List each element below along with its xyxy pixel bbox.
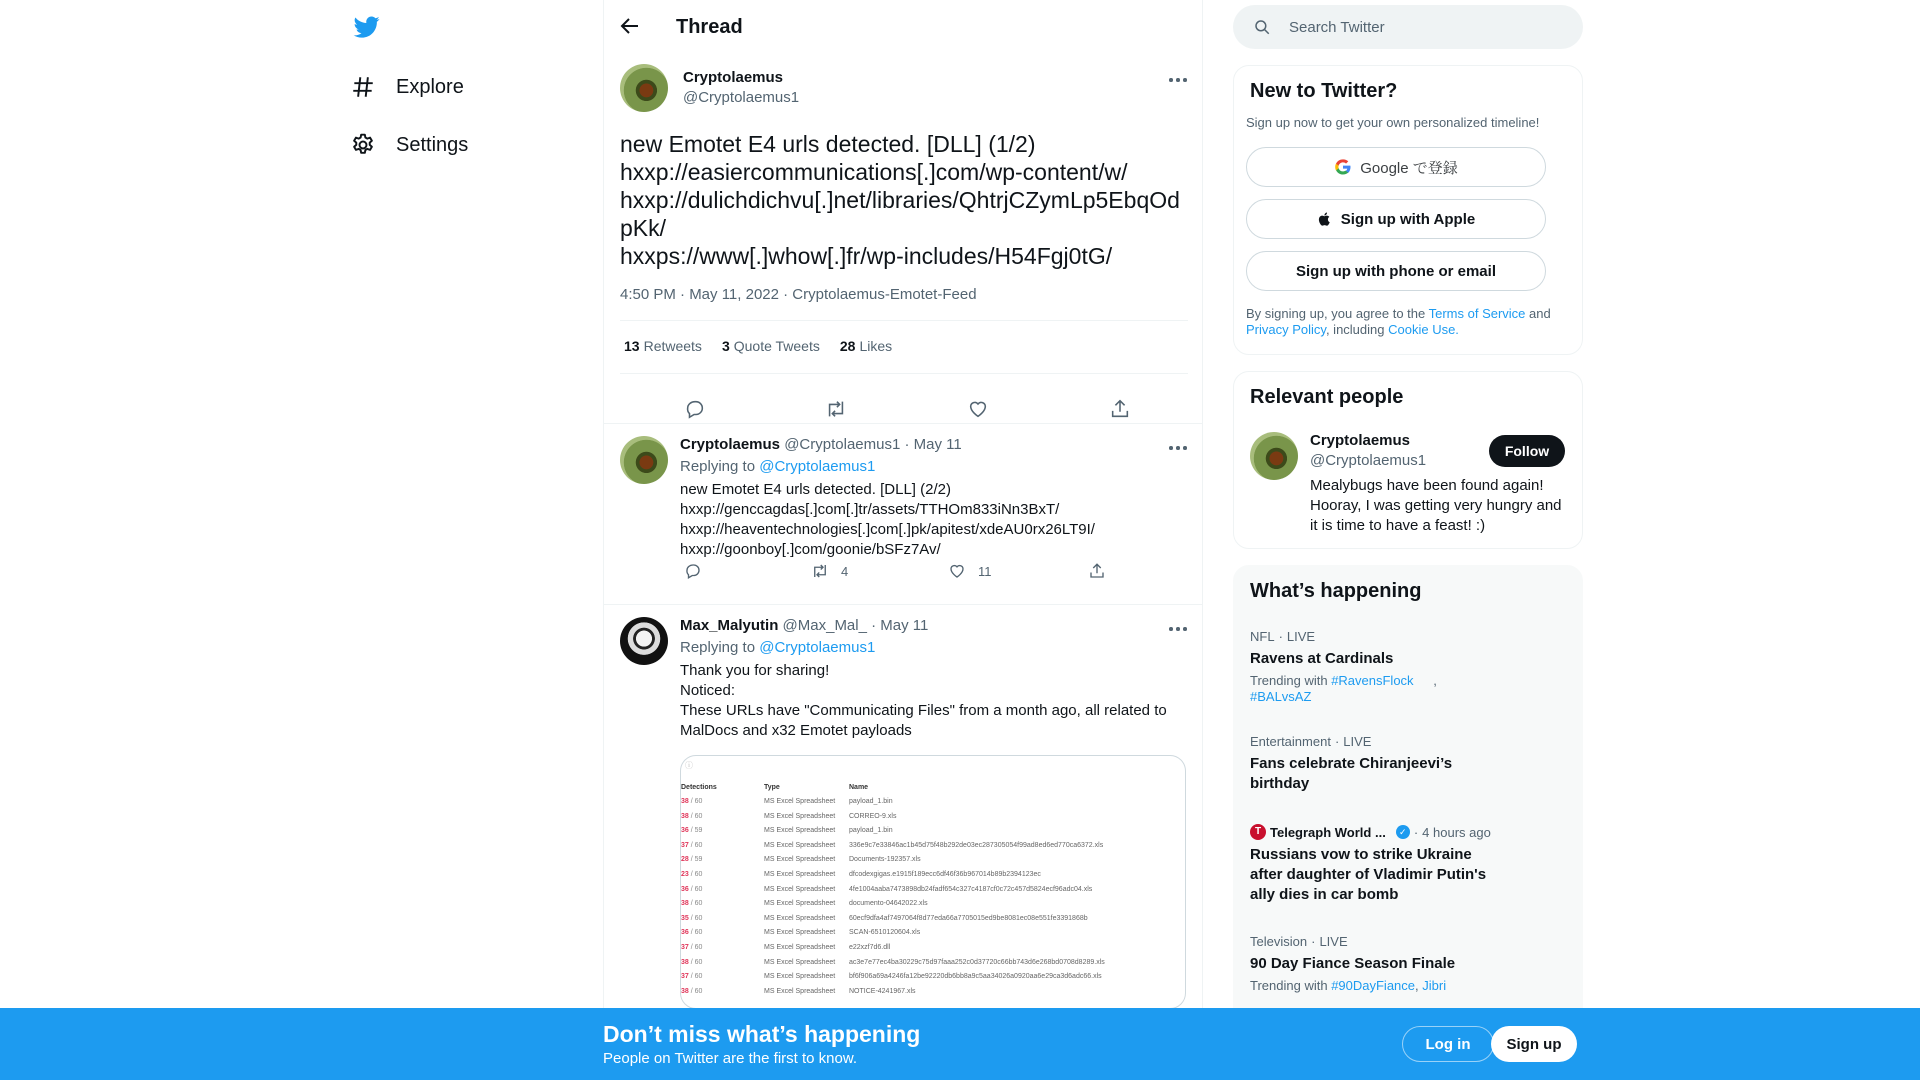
back-arrow-icon[interactable] bbox=[618, 14, 642, 38]
hashtag-icon bbox=[350, 74, 376, 100]
apple-signup-label: Sign up with Apple bbox=[1340, 210, 1476, 228]
table-row bbox=[681, 973, 1185, 987]
retweets-stat[interactable]: 13 Retweets bbox=[624, 338, 702, 354]
tweet-date[interactable]: · May 11 bbox=[871, 617, 929, 634]
twitter-bird-icon[interactable] bbox=[352, 14, 382, 40]
reply-tweet[interactable] bbox=[604, 423, 1202, 604]
verified-badge-icon: ✓ bbox=[1396, 825, 1410, 839]
trend-time: 4 hours ago bbox=[1422, 824, 1491, 840]
table-row bbox=[681, 842, 1185, 856]
table-row bbox=[681, 959, 1185, 973]
divider bbox=[620, 373, 1188, 374]
share-button[interactable] bbox=[1088, 562, 1106, 580]
new-to-twitter-card bbox=[1233, 65, 1583, 355]
nav-explore-label: Explore bbox=[396, 75, 464, 98]
type-cell: MS Excel Spreadsheet bbox=[764, 958, 836, 966]
nav-settings-label: Settings bbox=[396, 133, 469, 156]
avatar[interactable] bbox=[620, 617, 668, 665]
reply-icon bbox=[684, 562, 702, 580]
detections-cell: 38 / 60 bbox=[681, 958, 703, 966]
more-options-icon[interactable] bbox=[1168, 438, 1188, 458]
nav-settings[interactable] bbox=[350, 121, 468, 169]
like-icon bbox=[948, 562, 966, 580]
detections-cell: 35 / 60 bbox=[681, 914, 703, 922]
info-icon: ⓘ bbox=[685, 761, 693, 770]
author-handle[interactable]: @Cryptolaemus1 bbox=[784, 436, 901, 453]
name-cell: e22xzf7d6.dll bbox=[849, 944, 891, 951]
card-title: What’s happening bbox=[1250, 580, 1422, 602]
trend-category: Entertainment bbox=[1250, 734, 1331, 749]
banner-title: Don’t miss what’s happening bbox=[603, 1021, 921, 1047]
like-button[interactable] bbox=[948, 562, 992, 580]
trend-category: NFL bbox=[1250, 629, 1275, 644]
trending-with: Trending with #RavensFlock , #BALvsAZ bbox=[1250, 673, 1437, 704]
name-cell: Documents-192357.xls bbox=[849, 856, 921, 864]
phone-email-signup-button[interactable] bbox=[1246, 251, 1546, 291]
person-name[interactable]: Cryptolaemus bbox=[1310, 432, 1411, 449]
share-icon[interactable] bbox=[1109, 398, 1131, 420]
share-icon bbox=[1088, 562, 1106, 580]
card-title: Relevant people bbox=[1250, 386, 1404, 408]
search-bar bbox=[1233, 5, 1583, 49]
table-row bbox=[681, 813, 1185, 827]
tweet-text: Thank you for sharing! Noticed: These URLs have "Communicating Files" from a month ago, all related to MalDocs and x32 Emotet payloads bbox=[680, 662, 1167, 739]
google-logo-icon bbox=[1334, 158, 1352, 176]
thread-column bbox=[603, 0, 1203, 1080]
thread-header bbox=[604, 0, 1202, 53]
trend-tag-link[interactable]: #RavensFlock bbox=[1331, 673, 1414, 688]
more-options-icon[interactable] bbox=[1168, 70, 1188, 90]
reply-header bbox=[680, 436, 962, 453]
login-button[interactable]: Log in bbox=[1402, 1026, 1494, 1062]
column-header: Detections bbox=[681, 784, 717, 791]
search-icon bbox=[1253, 18, 1271, 36]
live-label: LIVE bbox=[1343, 734, 1372, 749]
name-cell: 60ecf9dfa4af7497064f8d77eda66a7705015ed9be8081ec08e551fe3391868b bbox=[849, 914, 1088, 922]
likes-stat[interactable]: 28 Likes bbox=[839, 338, 893, 354]
trend-title: Ravens at Cardinals bbox=[1250, 650, 1394, 667]
table-row bbox=[681, 988, 1185, 1002]
live-label: LIVE bbox=[1286, 629, 1316, 644]
trend-tag-link[interactable]: #90DayFiance bbox=[1331, 978, 1416, 993]
type-cell: MS Excel Spreadsheet bbox=[764, 944, 836, 951]
type-cell: MS Excel Spreadsheet bbox=[764, 841, 836, 849]
terms-text: By signing up, you agree to the Terms of Service and Privacy Policy, including Cookie Use. bbox=[1246, 306, 1551, 337]
signup-button[interactable]: Sign up bbox=[1491, 1026, 1577, 1062]
detections-cell: 38 / 60 bbox=[681, 987, 703, 995]
attached-image[interactable] bbox=[680, 755, 1186, 1009]
avatar[interactable] bbox=[1250, 432, 1298, 480]
google-signup-label: Google で登録 bbox=[1360, 159, 1458, 177]
separator: · bbox=[1278, 629, 1283, 644]
tweet-actions bbox=[680, 562, 1130, 584]
more-options-icon[interactable] bbox=[1168, 619, 1188, 639]
author-handle[interactable]: @Cryptolaemus1 bbox=[683, 89, 800, 106]
replying-to-link[interactable]: @Cryptolaemus1 bbox=[759, 458, 876, 475]
author-handle[interactable]: @Max_Mal_ bbox=[782, 617, 867, 634]
trend-item[interactable] bbox=[1250, 934, 1570, 994]
phone-email-signup-label: Sign up with phone or email bbox=[1295, 262, 1496, 280]
follow-button[interactable]: Follow bbox=[1489, 435, 1565, 467]
column-header: Name bbox=[849, 784, 869, 791]
table-row bbox=[681, 915, 1185, 929]
name-cell: 4fe1004aaba7473898db24fadf654c327c4187cf0c72c457d5824ecf96adc04.xls bbox=[849, 885, 1093, 893]
table-row bbox=[681, 929, 1185, 943]
card-title: New to Twitter? bbox=[1250, 80, 1398, 102]
retweet-count: 4 bbox=[841, 563, 849, 579]
trend-item[interactable] bbox=[1250, 734, 1570, 794]
page-title: Thread bbox=[676, 16, 743, 38]
login-banner bbox=[0, 1008, 1920, 1080]
table-row bbox=[681, 827, 1185, 841]
name-cell: documento-04642022.xls bbox=[849, 900, 928, 908]
apple-signup-button[interactable] bbox=[1246, 199, 1546, 239]
name-cell: 336e9c7e33846ac1b45d75f48b292de03ec287305054f99ad8ed6ed770ca6372.xls bbox=[849, 841, 1104, 849]
whats-happening-card bbox=[1233, 565, 1583, 1025]
cookie-use-link[interactable]: Cookie Use. bbox=[1388, 322, 1459, 337]
trend-title: Fans celebrate Chiranjeevi’s birthday bbox=[1250, 755, 1453, 792]
name-cell: SCAN-6510120604.xls bbox=[849, 929, 921, 937]
detections-cell: 36 / 60 bbox=[681, 929, 703, 937]
trend-title: Russians vow to strike Ukraine after daughter of Vladimir Putin's ally dies in car bomb bbox=[1250, 846, 1487, 903]
detections-cell: 36 / 59 bbox=[681, 827, 703, 835]
trend-item[interactable] bbox=[1250, 824, 1570, 905]
detections-cell: 23 / 60 bbox=[681, 871, 703, 878]
reply-header bbox=[680, 617, 928, 634]
search-input[interactable] bbox=[1289, 5, 1569, 49]
privacy-policy-link[interactable]: Privacy Policy bbox=[1246, 322, 1326, 337]
tweet-stats bbox=[624, 338, 892, 354]
tweet-text: new Emotet E4 urls detected. [DLL] (2/2) hxxp://genccagdas[.]com[.]tr/assets/TTHOm833iNn3BxT/ hxxp://heaventechnologies[.]com[.]pk/apitest/xdeAU0rx26LT9I/ hxxp://goonboy[.]com/goonie/bSFz7Av/ bbox=[680, 481, 1095, 558]
separator: · bbox=[1334, 734, 1340, 749]
replying-to-link[interactable]: @Cryptolaemus1 bbox=[759, 639, 876, 656]
author-name[interactable]: Cryptolaemus bbox=[680, 436, 781, 453]
banner-subtitle: People on Twitter are the first to know. bbox=[603, 1050, 858, 1067]
live-label: LIVE bbox=[1319, 934, 1348, 949]
divider bbox=[620, 320, 1188, 321]
retweet-icon[interactable] bbox=[825, 398, 847, 420]
avatar[interactable] bbox=[620, 64, 668, 112]
type-cell: MS Excel Spreadsheet bbox=[764, 973, 836, 981]
table-row bbox=[681, 886, 1185, 900]
apple-logo-icon bbox=[1317, 210, 1333, 228]
type-cell: MS Excel Spreadsheet bbox=[764, 827, 836, 835]
gear-icon bbox=[350, 132, 376, 158]
table-row bbox=[681, 798, 1185, 812]
reply-tweet[interactable] bbox=[604, 604, 1202, 1024]
like-count: 11 bbox=[978, 563, 992, 579]
table-row bbox=[681, 871, 1185, 885]
detections-cell: 37 / 60 bbox=[681, 973, 703, 981]
type-cell: MS Excel Spreadsheet bbox=[764, 987, 836, 995]
retweet-button[interactable] bbox=[811, 562, 848, 580]
trend-tag-link[interactable]: #BALvsAZ bbox=[1250, 689, 1312, 704]
trending-with: Trending with #90DayFiance, Jibri bbox=[1250, 978, 1447, 993]
name-cell: payload_1.bin bbox=[849, 827, 893, 835]
trend-tag-link[interactable]: Jibri bbox=[1422, 978, 1447, 993]
type-cell: MS Excel Spreadsheet bbox=[764, 885, 836, 893]
trend-category: Telegraph World ... bbox=[1270, 824, 1386, 840]
detections-cell: 38 / 60 bbox=[681, 900, 703, 908]
telegraph-logo-icon: T bbox=[1250, 824, 1266, 840]
replying-to: Replying to @Cryptolaemus1 bbox=[680, 639, 876, 656]
card-subtitle: Sign up now to get your own personalized timeline! bbox=[1246, 115, 1540, 130]
trend-item[interactable] bbox=[1250, 629, 1570, 705]
person-bio: Mealybugs have been found again! Hooray, I was getting very hungry and it is time to have a feast! :) bbox=[1310, 477, 1562, 534]
avatar[interactable] bbox=[620, 436, 668, 484]
replying-to: Replying to @Cryptolaemus1 bbox=[680, 458, 876, 475]
tweet-date[interactable]: · May 11 bbox=[904, 436, 962, 453]
type-cell: MS Excel Spreadsheet bbox=[764, 929, 836, 937]
tweet-text: new Emotet E4 urls detected. [DLL] (1/2) hxxp://easiercommunications[.]com/wp-content/w/ hxxp://dulichdichvu[.]net/libraries/QhtrjCZymLp5EbqOdpKk/ hxxps://www[.]whow[.]fr/wp-includes/H54Fgj0tG/ bbox=[620, 131, 1180, 269]
column-header: Type bbox=[764, 784, 780, 791]
separator: · bbox=[1311, 934, 1316, 949]
terms-of-service-link[interactable]: Terms of Service bbox=[1428, 306, 1526, 321]
type-cell: MS Excel Spreadsheet bbox=[764, 900, 836, 908]
trend-title: 90 Day Fiance Season Finale bbox=[1250, 955, 1456, 972]
author-name[interactable]: Max_Malyutin bbox=[680, 617, 779, 634]
detections-cell: 38 / 60 bbox=[681, 812, 703, 820]
detections-cell: 36 / 60 bbox=[681, 885, 703, 893]
type-cell: MS Excel Spreadsheet bbox=[764, 871, 836, 878]
quote-tweets-stat[interactable]: 3 Quote Tweets bbox=[721, 338, 820, 354]
reply-button[interactable] bbox=[684, 562, 702, 580]
name-cell: CORREO-9.xls bbox=[849, 812, 897, 820]
retweet-icon bbox=[811, 562, 829, 580]
tweet-meta[interactable]: 4:50 PM · May 11, 2022 · Cryptolaemus-Emotet-Feed bbox=[620, 286, 977, 303]
name-cell: NOTICE-4241967.xls bbox=[849, 987, 916, 995]
relevant-people-card bbox=[1233, 371, 1583, 549]
detections-cell: 37 / 60 bbox=[681, 944, 703, 951]
type-cell: MS Excel Spreadsheet bbox=[764, 914, 836, 922]
type-cell: MS Excel Spreadsheet bbox=[764, 798, 836, 805]
name-cell: payload_1.bin bbox=[849, 798, 893, 805]
detections-cell: 37 / 60 bbox=[681, 841, 703, 849]
separator: · bbox=[1413, 824, 1419, 840]
table-row bbox=[681, 900, 1185, 914]
reply-icon[interactable] bbox=[684, 398, 706, 420]
detections-cell: 38 / 60 bbox=[681, 798, 703, 805]
google-signup-button[interactable] bbox=[1246, 147, 1546, 187]
table-row bbox=[681, 944, 1185, 958]
type-cell: MS Excel Spreadsheet bbox=[764, 812, 836, 820]
name-cell: dfcodexgigas.e1915f189ecc6df46f36b967014b89b2394123ec bbox=[849, 871, 1041, 878]
nav-explore[interactable] bbox=[350, 63, 464, 111]
author-name[interactable]: Cryptolaemus bbox=[683, 69, 784, 86]
type-cell: MS Excel Spreadsheet bbox=[764, 856, 836, 864]
name-cell: ac3e7e77ec4ba30229c75d97faaa252c0d37720c66bb743d6e268bd0708d8289.xls bbox=[849, 958, 1105, 966]
detections-cell: 28 / 59 bbox=[681, 856, 703, 864]
name-cell: bf6f906a69a4246fa12be92220db6bb8a9c5aa34026a0920aa6e29ca3d6adc66.xls bbox=[849, 973, 1102, 981]
table-row bbox=[681, 856, 1185, 870]
trend-category: Television bbox=[1250, 934, 1308, 949]
person-handle[interactable]: @Cryptolaemus1 bbox=[1310, 452, 1427, 469]
like-icon[interactable] bbox=[967, 398, 989, 420]
